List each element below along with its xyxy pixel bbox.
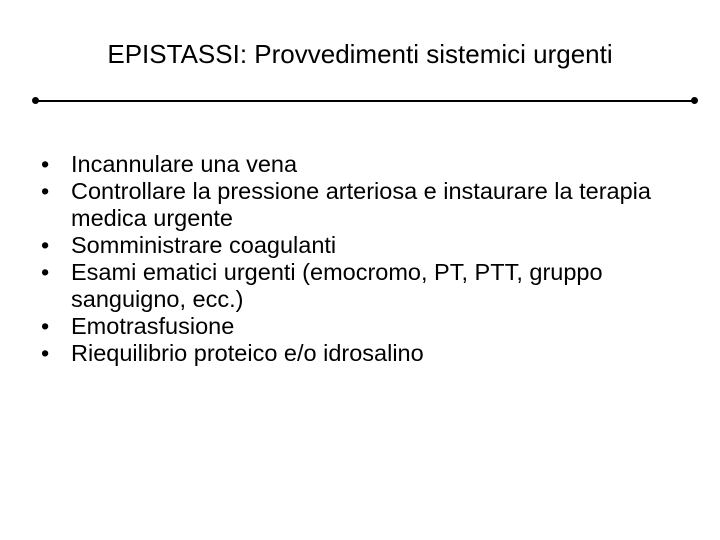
bullet-text: Esami ematici urgenti (emocromo, PT, PTT, gruppo sanguigno, ecc.) — [71, 259, 603, 312]
bullet-text: Somministrare coagulanti — [71, 232, 337, 258]
bullet-list — [41, 151, 681, 367]
bullet-icon: • — [41, 259, 50, 285]
slide-title: EPISTASSI: Provvedimenti sistemici urgenti — [107, 39, 613, 69]
bullet-item — [41, 259, 681, 313]
bullet-item — [41, 151, 681, 178]
bullet-item — [41, 178, 681, 232]
bullet-text: Controllare la pressione arteriosa e instaurare la terapia medica urgente — [71, 178, 651, 231]
bullet-item — [41, 232, 681, 259]
bullet-item — [41, 313, 681, 340]
divider-right-dot — [691, 97, 698, 104]
bullet-icon: • — [41, 151, 50, 177]
bullet-item — [41, 340, 681, 367]
bullet-icon: • — [41, 313, 50, 339]
bullet-text: Incannulare una vena — [71, 151, 298, 177]
title-divider — [36, 100, 694, 102]
bullet-icon: • — [41, 232, 50, 258]
bullet-icon: • — [41, 178, 50, 204]
bullet-text: Riequilibrio proteico e/o idrosalino — [71, 340, 424, 366]
bullet-icon: • — [41, 340, 50, 366]
bullet-text: Emotrasfusione — [71, 313, 235, 339]
